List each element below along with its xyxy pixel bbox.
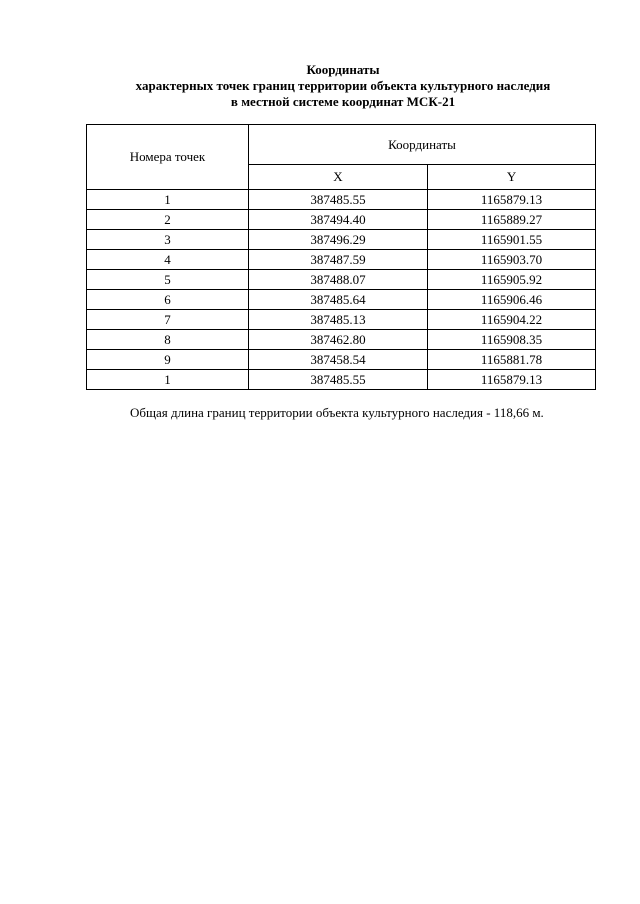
cell-y: 1165905.92: [428, 270, 596, 290]
table-body: [87, 190, 596, 390]
table-row: [87, 290, 596, 310]
table-row: [87, 250, 596, 270]
table-row: [87, 230, 596, 250]
coordinates-table: [86, 124, 596, 390]
table-row: [87, 330, 596, 350]
boundary-length-summary: Общая длина границ территории объекта культурного наследия - 118,66 м.: [130, 405, 544, 420]
cell-x: 387485.55: [249, 190, 428, 210]
cell-point-number: 8: [87, 330, 249, 350]
cell-y: 1165879.13: [428, 190, 596, 210]
heading-title: Координаты: [306, 62, 380, 77]
cell-x: 387496.29: [249, 230, 428, 250]
cell-point-number: 6: [87, 290, 249, 310]
heading-coordinate-system: в местной системе координат МСК-21: [230, 94, 456, 109]
table-row: [87, 270, 596, 290]
cell-y: 1165889.27: [428, 210, 596, 230]
cell-x: 387485.55: [249, 370, 428, 390]
cell-point-number: 1: [87, 370, 249, 390]
table-row: [87, 370, 596, 390]
cell-point-number: 7: [87, 310, 249, 330]
cell-point-number: 5: [87, 270, 249, 290]
cell-point-number: 3: [87, 230, 249, 250]
cell-point-number: 2: [87, 210, 249, 230]
cell-x: 387485.64: [249, 290, 428, 310]
table-header-row: [87, 125, 596, 165]
cell-y: 1165901.55: [428, 230, 596, 250]
cell-y: 1165903.70: [428, 250, 596, 270]
table-row: [87, 190, 596, 210]
cell-y: 1165879.13: [428, 370, 596, 390]
document-heading: [0, 62, 640, 110]
cell-y: 1165906.46: [428, 290, 596, 310]
cell-point-number: 9: [87, 350, 249, 370]
cell-point-number: 4: [87, 250, 249, 270]
header-x: X: [249, 165, 428, 190]
cell-y: 1165881.78: [428, 350, 596, 370]
cell-x: 387462.80: [249, 330, 428, 350]
cell-x: 387458.54: [249, 350, 428, 370]
cell-x: 387488.07: [249, 270, 428, 290]
header-y: Y: [428, 165, 596, 190]
cell-y: 1165908.35: [428, 330, 596, 350]
heading-subtitle: характерных точек границ территории объекта культурного наследия: [135, 78, 551, 93]
cell-y: 1165904.22: [428, 310, 596, 330]
header-coordinates: Координаты: [249, 125, 596, 165]
table-row: [87, 210, 596, 230]
cell-point-number: 1: [87, 190, 249, 210]
cell-x: 387487.59: [249, 250, 428, 270]
cell-x: 387494.40: [249, 210, 428, 230]
header-point-numbers: Номера точек: [87, 125, 249, 190]
table-row: [87, 350, 596, 370]
table-row: [87, 310, 596, 330]
cell-x: 387485.13: [249, 310, 428, 330]
